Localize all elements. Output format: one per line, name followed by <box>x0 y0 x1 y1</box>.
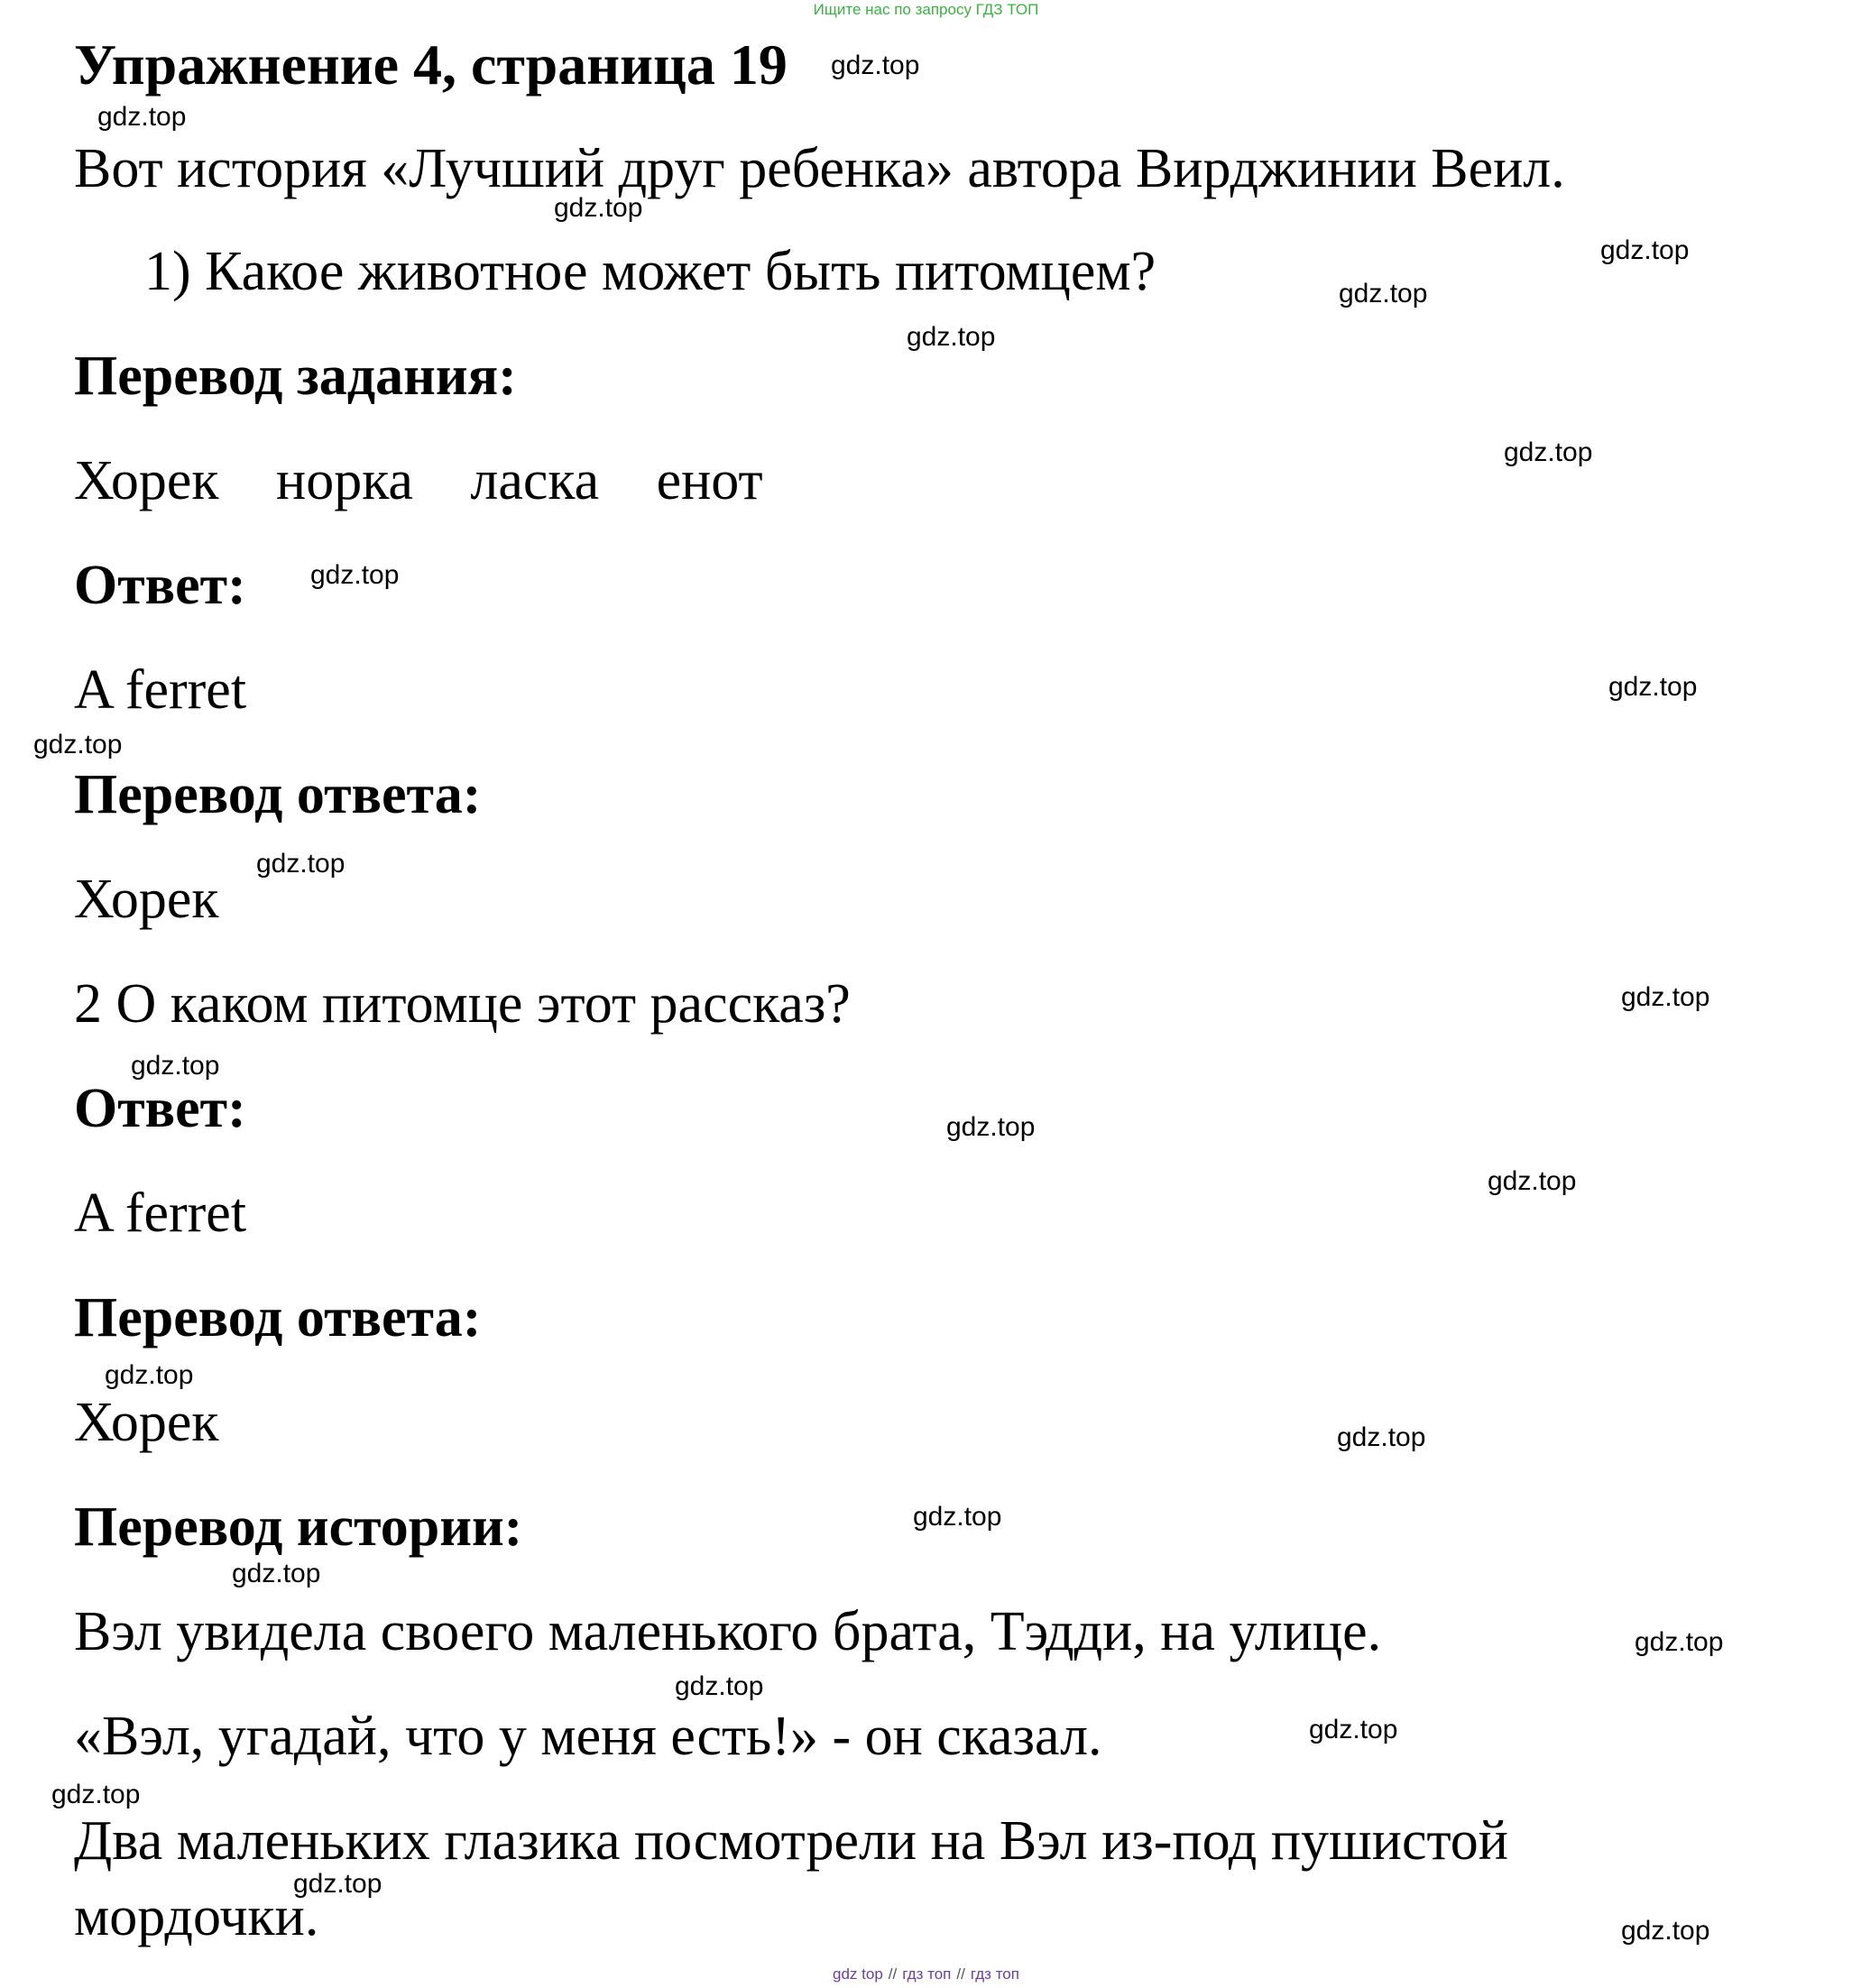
banner-separator: // <box>888 1965 898 1983</box>
watermark: gdz.top <box>946 1112 1036 1142</box>
watermark: gdz.top <box>554 193 643 223</box>
intro-text: Вот история «Лучший друг ребенка» автора Вирджинии Веил. <box>74 138 1565 199</box>
option-item: енот <box>656 450 763 511</box>
banner-separator: // <box>956 1965 965 1983</box>
watermark: gdz.top <box>1621 1916 1710 1946</box>
watermark: gdz.top <box>831 51 920 80</box>
watermark: gdz.top <box>913 1502 1002 1532</box>
story-line-3: Два маленьких глазика посмотрели на Вэл из-под пушистой <box>74 1810 1508 1872</box>
watermark: gdz.top <box>97 102 187 132</box>
watermark: gdz.top <box>1608 672 1698 702</box>
top-banner: Ищите нас по запросу ГДЗ ТОП <box>813 1 1039 18</box>
heading-story-translation: Перевод истории: <box>74 1496 523 1558</box>
heading-task-translation: Перевод задания: <box>74 345 517 407</box>
watermark: gdz.top <box>1600 235 1690 265</box>
watermark: gdz.top <box>256 849 346 879</box>
watermark: gdz.top <box>232 1559 321 1588</box>
question-2: 2 О каком питомце этот рассказ? <box>74 973 851 1035</box>
answer-1: A ferret <box>74 659 247 721</box>
watermark: gdz.top <box>675 1671 764 1701</box>
watermark: gdz.top <box>1488 1166 1577 1196</box>
story-line-1: Вэл увидела своего маленького брата, Тэдди, на улице. <box>74 1601 1382 1662</box>
answer-1-translation: Хорек <box>74 869 219 930</box>
watermark: gdz.top <box>105 1360 194 1390</box>
story-line-2: «Вэл, угадай, что у меня есть!» - он сказал. <box>74 1706 1102 1767</box>
heading-answer-1: Ответ: <box>74 555 246 616</box>
answer-2: A ferret <box>74 1183 247 1244</box>
watermark: gdz.top <box>1339 279 1428 308</box>
watermark: gdz.top <box>907 322 996 352</box>
bottom-banner-link[interactable]: гдз топ <box>902 1965 952 1983</box>
watermark: gdz.top <box>293 1869 382 1899</box>
answer-2-translation: Хорек <box>74 1392 219 1453</box>
watermark: gdz.top <box>33 730 123 759</box>
bottom-banner-link[interactable]: гдз топ <box>970 1965 1019 1983</box>
watermark: gdz.top <box>131 1051 220 1081</box>
watermark: gdz.top <box>1337 1422 1426 1452</box>
watermark: gdz.top <box>51 1780 141 1809</box>
watermark: gdz.top <box>1504 437 1593 467</box>
options-list <box>74 449 763 512</box>
question-1: 1) Какое животное может быть питомцем? <box>144 241 1156 302</box>
option-item: Хорек <box>74 450 219 511</box>
story-line-4: мордочки. <box>74 1886 319 1947</box>
heading-answer-translation-2: Перевод ответа: <box>74 1287 482 1348</box>
watermark: gdz.top <box>1621 982 1710 1012</box>
heading-answer-2: Ответ: <box>74 1078 246 1139</box>
option-item: норка <box>276 450 413 511</box>
watermark: gdz.top <box>1309 1715 1398 1744</box>
watermark: gdz.top <box>310 560 400 590</box>
heading-answer-translation-1: Перевод ответа: <box>74 764 482 825</box>
bottom-banner <box>0 1965 1852 1984</box>
watermark: gdz.top <box>1635 1627 1724 1657</box>
bottom-banner-link[interactable]: gdz top <box>833 1965 883 1983</box>
exercise-title: Упражнение 4, страница 19 <box>74 32 788 97</box>
option-item: ласка <box>470 450 600 511</box>
